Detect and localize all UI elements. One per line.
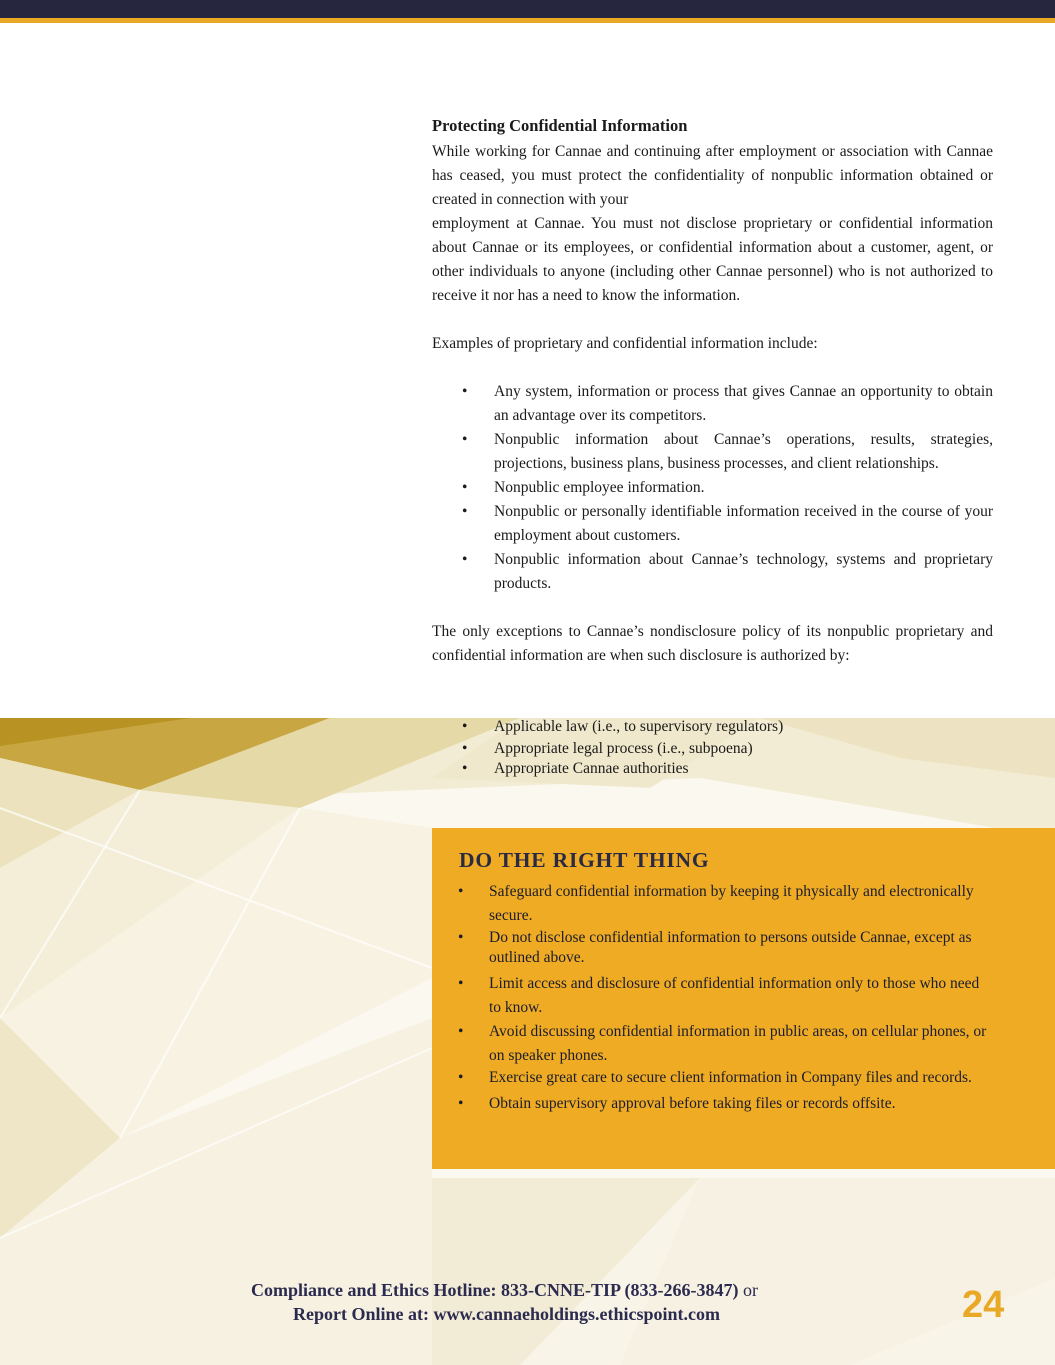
callout-title: DO THE RIGHT THING [459,848,710,872]
bullet-icon: • [458,929,464,946]
bullet-icon: • [462,503,468,520]
do-the-right-thing-box [432,828,1055,1169]
list-item: • Exercise great care to secure client information in Company files and records. [458,1069,972,1086]
bullet-icon: • [462,718,468,735]
intro-paragraph-b: employment at Cannae. You must not disclose proprietary or confidential information about Cannae or its employees, or confidential information about a customer, agent, or other individuals to anyone (including other Cannae personnel) who is not authorized to receive it nor has a need to know the information. [432,215,993,304]
exceptions-list [432,716,993,778]
examples-list [432,380,993,596]
page-number: 24 [962,1284,1005,1326]
list-item: • Any system, information or process that gives Cannae an opportunity to obtain an advantage over its competitors. [432,380,993,428]
list-item: • Limit access and disclosure of confidential information only to those who need to know. [432,972,992,1020]
footer-hotline [251,1280,758,1301]
bullet-icon: • [462,740,468,757]
bullet-icon: • [462,551,468,568]
list-item: • Nonpublic information about Cannae’s technology, systems and proprietary products. [432,548,993,596]
list-item: • Do not disclose confidential information to persons outside Cannae, except as outlined above. [458,929,972,966]
examples-intro: Examples of proprietary and confidential information include: [432,335,818,352]
bullet-icon: • [458,1023,464,1040]
list-item: • Nonpublic or personally identifiable information received in the course of your employment about customers. [432,500,993,548]
list-item: • Applicable law (i.e., to supervisory regulators) [432,716,993,738]
header-stripe [0,18,1055,23]
callout-list [432,880,992,1116]
bullet-icon: • [462,479,468,496]
list-item: • Obtain supervisory approval before taking files or records offsite. [432,1092,992,1116]
footer-or: or [738,1280,758,1300]
list-item: • Nonpublic information about Cannae’s operations, results, strategies, projections, business plans, business processes, and client relationships. [432,428,993,476]
bullet-icon: • [458,1069,464,1086]
list-item: • Appropriate legal process (i.e., subpoena) [432,738,993,760]
hotline-link[interactable]: Compliance and Ethics Hotline: 833-CNNE-TIP (833-266-3847) [251,1280,739,1300]
intro-paragraph-a: While working for Cannae and continuing after employment or association with Cannae has ceased, you must protect the confidentiality of nonpublic information obtained or created in connection with your [432,143,993,208]
bullet-icon: • [458,975,464,992]
section-heading: Protecting Confidential Information [432,116,688,135]
list-item: • Nonpublic employee information. [432,476,993,500]
header-bar [0,0,1055,18]
list-item: • Safeguard confidential information by keeping it physically and electronically secure. [432,880,992,928]
bullet-icon: • [462,383,468,400]
list-item: • Appropriate Cannae authorities [462,760,689,777]
exceptions-intro: The only exceptions to Cannae’s nondisclosure policy of its nonpublic proprietary and confidential information are when such disclosure is authorized by: [432,623,993,664]
bullet-icon: • [462,760,468,777]
bullet-icon: • [462,431,468,448]
footer-online-link[interactable]: Report Online at: www.cannaeholdings.ethicspoint.com [293,1304,721,1324]
bullet-icon: • [458,1095,464,1112]
list-item: • Avoid discussing confidential information in public areas, on cellular phones, or on speaker phones. [432,1020,992,1068]
main-content [432,114,993,668]
bullet-icon: • [458,883,464,900]
